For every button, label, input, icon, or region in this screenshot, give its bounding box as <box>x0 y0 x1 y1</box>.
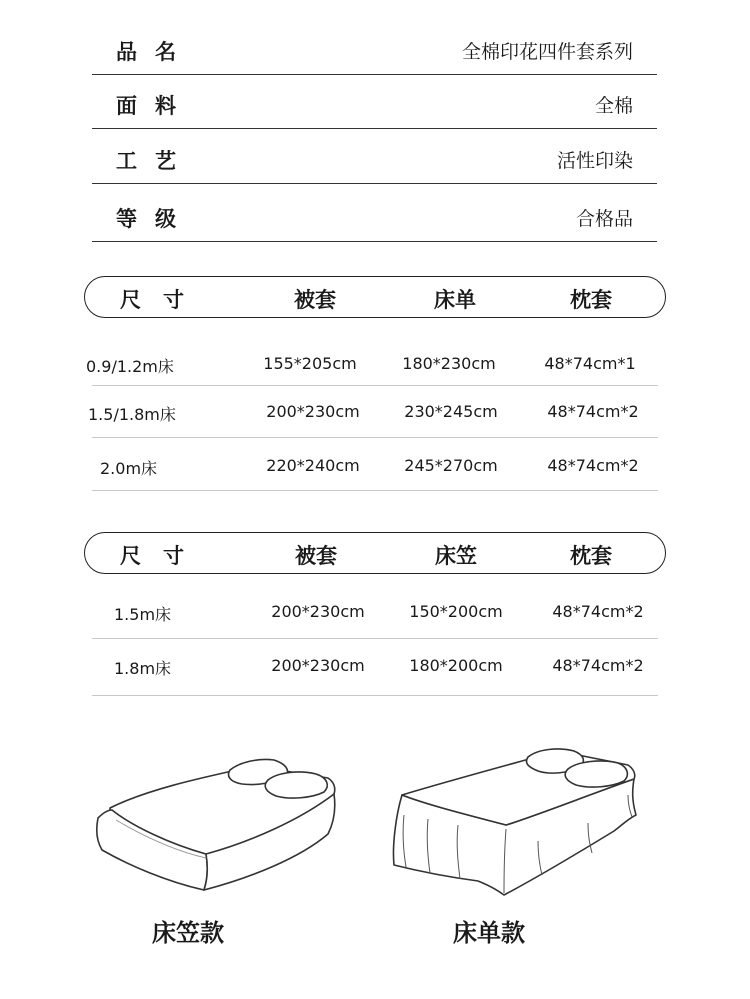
cell-fitted-sheet: 150*200cm <box>409 602 503 621</box>
table-row <box>92 583 658 639</box>
header-duvet: 被套 <box>294 288 336 312</box>
header-sheet: 床单 <box>434 288 476 312</box>
cell-duvet: 200*230cm <box>271 602 365 621</box>
table-row <box>88 386 658 438</box>
cell-size: 1.8m床 <box>114 659 172 678</box>
cell-fitted-sheet: 180*200cm <box>409 656 503 675</box>
header-pillowcase: 枕套 <box>570 288 612 312</box>
cell-sheet: 230*245cm <box>404 402 498 421</box>
cell-size: 1.5m床 <box>114 605 172 624</box>
cell-duvet: 220*240cm <box>266 456 360 475</box>
cell-duvet: 155*205cm <box>263 354 357 373</box>
table-row <box>92 639 658 696</box>
cell-pillowcase: 48*74cm*1 <box>544 354 636 373</box>
spec-value: 活性印染 <box>556 150 633 172</box>
spec-label: 面料 <box>116 94 194 118</box>
spec-value: 合格品 <box>575 208 633 230</box>
spec-label: 工艺 <box>116 149 194 173</box>
cell-size: 2.0m床 <box>100 459 158 478</box>
cell-size: 1.5/1.8m床 <box>88 405 176 424</box>
spec-value: 全棉 <box>594 95 633 117</box>
spec-label: 品名 <box>116 40 194 64</box>
spec-row-name <box>92 20 657 75</box>
cell-duvet: 200*230cm <box>266 402 360 421</box>
header-size: 尺寸 <box>120 544 206 568</box>
cell-sheet: 180*230cm <box>402 354 496 373</box>
table-row <box>86 335 658 386</box>
cell-pillowcase: 48*74cm*2 <box>552 656 644 675</box>
header-pillowcase: 枕套 <box>570 544 612 568</box>
spec-value: 全棉印花四件套系列 <box>461 41 633 63</box>
header-fitted-sheet: 床笠 <box>435 544 477 568</box>
flat-sheet-caption: 床单款 <box>453 919 525 947</box>
flat-sheet-bed-illustration <box>388 745 650 901</box>
cell-size: 0.9/1.2m床 <box>86 357 174 376</box>
cell-sheet: 245*270cm <box>404 456 498 475</box>
fitted-sheet-bed-illustration <box>90 748 350 898</box>
table-row <box>92 438 658 491</box>
cell-duvet: 200*230cm <box>271 656 365 675</box>
fitted-sheet-table-header <box>84 532 666 574</box>
spec-label: 等级 <box>116 207 194 231</box>
fitted-sheet-caption: 床笠款 <box>152 919 224 947</box>
spec-row-process <box>92 129 657 184</box>
flat-sheet-table-header <box>84 276 666 318</box>
header-size: 尺寸 <box>120 288 206 312</box>
header-duvet: 被套 <box>295 544 337 568</box>
spec-row-fabric <box>92 74 657 129</box>
cell-pillowcase: 48*74cm*2 <box>547 456 639 475</box>
cell-pillowcase: 48*74cm*2 <box>552 602 644 621</box>
cell-pillowcase: 48*74cm*2 <box>547 402 639 421</box>
spec-row-grade <box>92 187 657 242</box>
